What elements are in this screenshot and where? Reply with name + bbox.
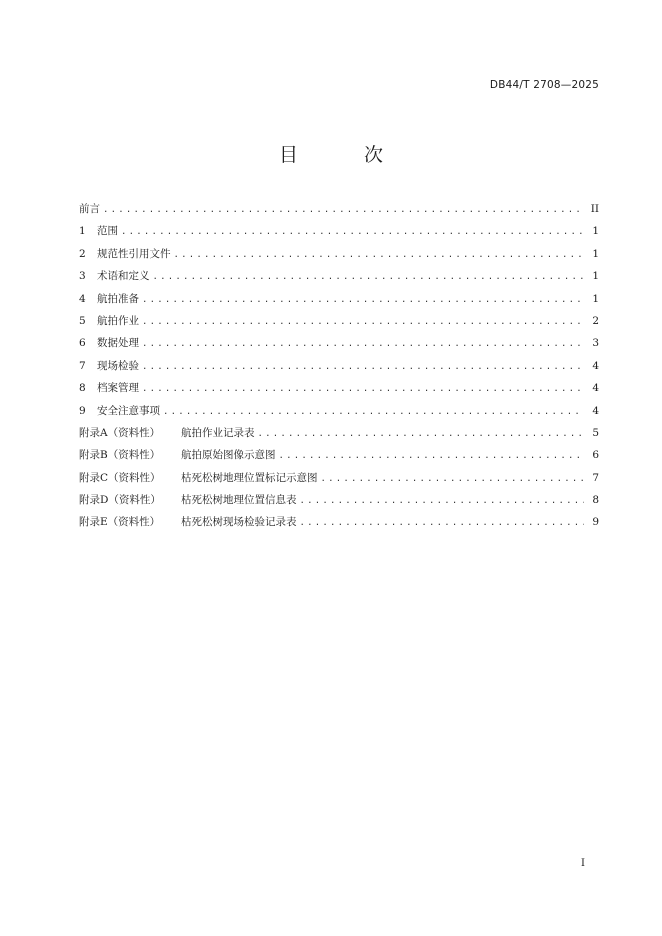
page-title: 目 次 [278,144,414,166]
toc-entry-section[interactable] [79,290,599,312]
toc-label: 数据处理 [97,337,139,350]
appendix-prefix: 附录B（资料性） [79,449,161,462]
dot-leader [258,425,585,443]
toc-page-number: 1 [592,292,599,305]
toc-page-number: 1 [592,225,599,238]
toc-page-number: 8 [592,494,599,507]
toc-section-number: 1 [79,225,86,238]
toc-entry-section[interactable] [79,267,599,289]
toc-entry-appendix[interactable] [79,513,599,535]
toc-label: 术语和定义 [97,270,150,283]
toc-label: 航拍作业记录表 [181,426,255,439]
toc-entry-section[interactable] [79,334,599,356]
toc-entry-section[interactable] [79,312,599,334]
toc-page-number: 6 [592,449,599,462]
toc-entry-section[interactable] [79,222,599,244]
toc-entry-section[interactable] [79,379,599,401]
toc-section-number: 9 [79,404,86,417]
toc-label: 现场检验 [97,359,139,372]
toc-entry-foreword[interactable] [79,200,599,222]
toc-label: 档案管理 [97,382,139,395]
toc-page-number: 1 [592,270,599,283]
dot-leader [142,291,584,309]
appendix-prefix: 附录C（资料性） [79,471,161,484]
toc-section-number: 3 [79,270,86,283]
dot-leader [300,514,585,532]
toc-label: 枯死松树现场检验记录表 [181,516,297,529]
appendix-prefix: 附录A（资料性） [79,426,161,439]
toc-section-number: 7 [79,359,86,372]
toc-entry-section[interactable] [79,245,599,267]
dot-leader [142,358,584,376]
dot-leader [174,246,585,264]
toc-page-number: 4 [592,382,599,395]
toc-page-number: II [590,203,599,215]
toc-entry-appendix[interactable] [79,469,599,491]
toc-label: 航拍作业 [97,314,139,327]
standard-code: DB44/T 2708—2025 [489,79,599,91]
table-of-contents [79,200,599,536]
toc-label: 枯死松树地理位置标记示意图 [181,471,318,484]
dot-leader [300,492,585,510]
toc-label: 范围 [97,225,118,238]
dot-leader [153,268,585,286]
toc-label: 航拍准备 [97,292,139,305]
toc-page-number: 3 [592,337,599,350]
dot-leader [321,470,585,488]
toc-page-number: 1 [592,247,599,260]
dot-leader [121,223,584,241]
toc-page-number: 2 [592,314,599,327]
toc-section-number: 8 [79,382,86,395]
toc-page-number: 4 [592,404,599,417]
toc-entry-appendix[interactable] [79,446,599,468]
toc-section-number: 6 [79,337,86,350]
toc-page-number: 9 [592,516,599,529]
toc-section-number: 2 [79,247,86,260]
dot-leader [103,201,584,219]
toc-label: 前言 [79,203,100,215]
footer-page-number: I [581,858,585,869]
appendix-prefix: 附录D（资料性） [79,494,161,507]
appendix-prefix: 附录E（资料性） [79,516,161,529]
dot-leader [142,313,584,331]
toc-page-number: 4 [592,359,599,372]
dot-leader [163,403,584,421]
dot-leader [142,335,584,353]
toc-label: 航拍原始图像示意图 [181,449,276,462]
toc-label: 规范性引用文件 [97,247,171,260]
toc-label: 安全注意事项 [97,404,160,417]
toc-section-number: 5 [79,314,86,327]
dot-leader [279,447,585,465]
toc-entry-appendix[interactable] [79,491,599,513]
toc-section-number: 4 [79,292,86,305]
toc-page-number: 5 [592,426,599,439]
toc-entry-section[interactable] [79,402,599,424]
dot-leader [142,380,584,398]
toc-page-number: 7 [592,471,599,484]
toc-entry-appendix[interactable] [79,424,599,446]
toc-entry-section[interactable] [79,357,599,379]
toc-label: 枯死松树地理位置信息表 [181,494,297,507]
